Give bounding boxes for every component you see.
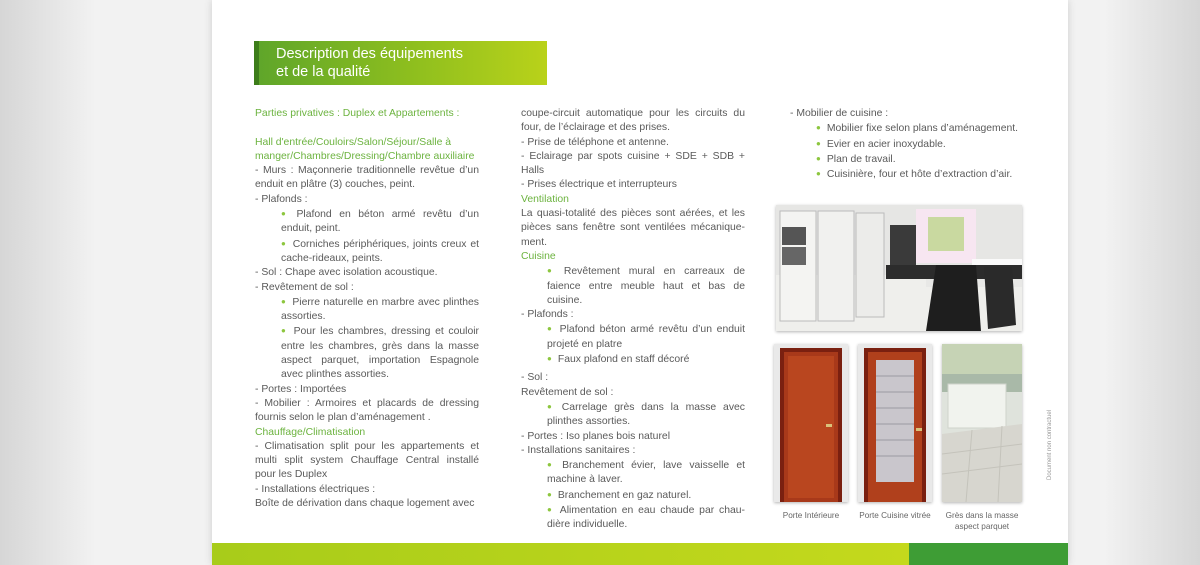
kitchen-furniture-bullet-2: ● Evier en acier inoxydable. [790,137,1024,152]
electrical-label: - Installations électriques : [255,483,376,495]
sanitary-bullet-2: ● Branchement en gaz naturel. [521,488,745,503]
disclaimer-note: Document non contractuel [1047,409,1053,480]
floor-text: - Sol : Chape avec isolation acoustique. [255,267,438,279]
lighting-text: - Eclairage par spots cuisine + SDE + SDB + Halls [521,150,745,177]
floor-bullet-2: ● Pour les chambres, dressing et couloir entre les chambres, grès dans la masse aspect parquet, importation Espagnole avec plinthes assorties. [255,324,479,382]
kitchen-doors-text: - Portes : Iso planes bois naturel [521,430,671,442]
glazed-kitchen-door-photo [858,344,932,502]
kitchen-furniture-bullet-4: ● Cuisinière, four et hôte d’extraction d’air. [790,167,1024,182]
tile-caption: Grès dans la masse aspect parquet [945,511,1019,531]
kitchen-floor-bullet-1: ● Carrelage grès dans la masse avec plinthes assorties. [521,400,745,430]
section-title [276,45,463,81]
ceilings-label: - Plafonds : [255,193,308,205]
glazed-door-caption: Porte Cuisine vitrée [859,511,931,520]
interior-door-caption: Porte Intérieure [782,511,840,520]
kitchen-furniture-bullet-1: ● Mobilier fixe selon plans d’aménagement. [790,121,1024,136]
ventilation-text: La quasi-totalité des pièces sont aérées, et les pièces sans fenêtre sont ventilées mécanique-ment. [521,208,745,248]
junction-box-text: Boîte de dérivation dans chaque logement avec [255,498,475,510]
brochure-page [212,0,1068,565]
title-tab-accent [254,41,259,85]
footer-bar-lime [212,543,909,565]
kitchen-ceilings-label: - Plafonds : [521,309,574,321]
walls-text: - Murs : Maçonnerie traditionnelle revêtue d’un enduit en plâtre (3) couches, peint. [255,165,479,191]
interior-door-photo [774,344,848,502]
air-conditioning-text: - Climatisation split pour les appartements et multi split system Chauffage Central installé pour les Duplex [255,440,479,481]
floor-bullet-1: ● Pierre naturelle en marbre avec plinthes assorties. [255,295,479,325]
kitchen-ceiling-bullet-1: ● Plafond béton armé revêtu d’un enduit projeté en platre [521,322,745,352]
floor-covering-label: - Revêtement de sol : [255,281,354,293]
sanitary-label: - Installations sanitaires : [521,444,636,456]
furniture-text: - Mobilier : Armoires et placards de dressing fournis selon le plan d’aménagement . [255,397,479,424]
column-1 [255,107,479,511]
kitchen-floor-covering-label: Revêtement de sol : [521,386,614,398]
parquet-tile-photo [942,344,1022,502]
ceiling-bullet-2: ● Corniches périphériques, joints creux et cache-rideaux, peints. [255,237,479,267]
private-parts-heading: Parties privatives : Duplex et Appartements : [255,108,460,119]
kitchen-floor-label: - Sol : [521,372,549,384]
section-title-line1: Description des équipements [276,46,463,62]
sockets-text: - Prises électrique et interrupteurs [521,179,677,191]
heating-heading: Chauffage/Climatisation [255,426,366,438]
kitchen-ceiling-bullet-2: ● Faux plafond en staff décoré [521,352,745,367]
ceiling-bullet-1: ● Plafond en béton armé revêtu d’un enduit, peint. [255,207,479,237]
column-2 [521,107,745,533]
section-title-line2: et de la qualité [276,64,371,80]
section-title-bar [254,41,547,85]
kitchen-heading: Cuisine [521,250,556,262]
ventilation-heading: Ventilation [521,193,569,205]
phone-socket-text: - Prise de téléphone et antenne. [521,136,669,148]
column-3 [790,107,1024,182]
kitchen-furniture-bullet-3: ● Plan de travail. [790,152,1024,167]
rooms-heading: Hall d'entrée/Couloirs/Salon/Séjour/Salle à manger/Chambres/Dressing/Chambre auxiliaire [255,136,475,162]
kitchen-bullet-1: ● Revêtement mural en carreaux de faience entre meuble haut et bas de cuisine. [521,264,745,308]
footer-bar-green [909,543,1068,565]
sanitary-bullet-1: ● Branchement évier, lave vaisselle et machine à laver. [521,458,745,488]
kitchen-furniture-label: - Mobilier de cuisine : [790,108,889,119]
kitchen-photo [776,205,1022,331]
doors-text: - Portes : Importées [255,383,347,395]
circuit-breaker-text: coupe-circuit automatique pour les circuits du four, de l’éclairage et des prises. [521,108,745,134]
sanitary-bullet-3: ● Alimentation en eau chaude par chau-dière individuelle. [521,503,745,533]
